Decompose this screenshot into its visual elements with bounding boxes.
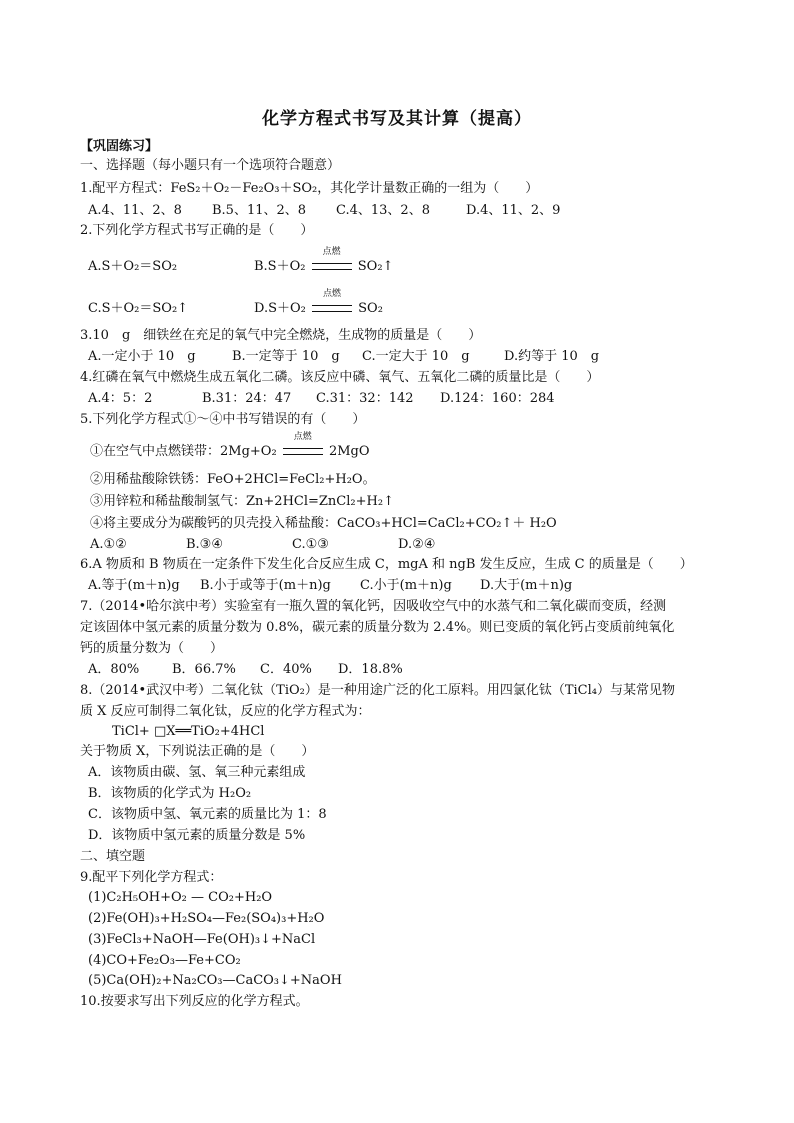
q1-option-b: B.5、11、2、8 bbox=[212, 203, 307, 218]
q7-option-c: C．40% bbox=[260, 662, 312, 677]
section-tag: 【巩固练习】 bbox=[80, 139, 159, 154]
q8-line-1: 8.（2014•武汉中考）二氧化钛（TiO₂）是一种用途广泛的化工原料。用四氯化钛（TiCl₄）与某常见物 bbox=[80, 683, 675, 698]
q5-i1-right: 2MgO bbox=[328, 444, 370, 459]
q7-option-d: D．18.8% bbox=[338, 662, 403, 677]
q1-option-a: A.4、11、2、8 bbox=[88, 203, 182, 218]
q8-line-2: 质 X 反应可制得二氧化钛，反应的化学方程式为： bbox=[80, 704, 371, 719]
q5-item-4: ④将主要成分为碳酸钙的贝壳投入稀盐酸：CaCO₃+HCl=CaCl₂+CO₂↑＋ H₂O bbox=[90, 516, 557, 531]
q2-option-d bbox=[254, 289, 383, 318]
q6-option-c: C.小于(m＋n)g bbox=[360, 578, 452, 593]
q5-option-b: B.③④ bbox=[186, 537, 223, 552]
q3-option-c: C.一定大于 10 g bbox=[362, 349, 470, 364]
q7-line-2: 定该固体中氢元素的质量分数为 0.8%，碳元素的质量分数为 2.4%。则已变质的氧化钙占变质前纯氧化 bbox=[80, 620, 675, 635]
q8-option-a: A．该物质由碳、氢、氧三种元素组成 bbox=[88, 765, 306, 780]
q5-option-c: C.①③ bbox=[292, 537, 329, 552]
q4-option-a: A.4：5：2 bbox=[88, 391, 153, 406]
q7-line-3: 钙的质量分数为（ ） bbox=[80, 641, 224, 656]
q2-d-right: SO₂ bbox=[358, 301, 383, 316]
condition-label: 点燃 bbox=[322, 247, 341, 257]
condition-label: 点燃 bbox=[293, 432, 312, 442]
q2-stem: 2.下列化学方程式书写正确的是（ ） bbox=[80, 223, 314, 238]
q7-option-a: A．80% bbox=[88, 662, 140, 677]
q2-b-left: B.S＋O₂ bbox=[254, 259, 306, 274]
q9-item-4: (4)CO+Fe₂O₃—Fe+CO₂ bbox=[88, 953, 241, 968]
q2-b-right: SO₂↑ bbox=[357, 259, 394, 274]
q5-stem: 5.下列化学方程式①～④中书写错误的有（ ） bbox=[80, 412, 366, 427]
q3-option-d: D.约等于 10 g bbox=[504, 349, 600, 364]
part2-heading: 二、填空题 bbox=[80, 849, 146, 864]
q9-item-2: (2)Fe(OH)₃+H₂SO₄—Fe₂(SO₄)₃+H₂O bbox=[88, 911, 325, 926]
q5-option-a: A.①② bbox=[90, 537, 127, 552]
q5-i1-left: ①在空气中点燃镁带：2Mg+O₂ bbox=[90, 444, 277, 459]
q5-option-d: D.②④ bbox=[398, 537, 436, 552]
q6-option-a: A.等于(m＋n)g bbox=[88, 578, 180, 593]
q3-stem: 3.10 g 细铁丝在充足的氧气中完全燃烧，生成物的质量是（ ） bbox=[80, 328, 482, 343]
q4-option-d: D.124：160：284 bbox=[440, 391, 555, 406]
q1-option-d: D.4、11、2、9 bbox=[466, 203, 561, 218]
condition-label: 点燃 bbox=[323, 289, 342, 299]
q8-option-b: B．该物质的化学式为 H₂O₂ bbox=[88, 786, 252, 801]
q9-item-3: (3)FeCl₃+NaOH—Fe(OH)₃↓+NaCl bbox=[88, 932, 316, 947]
q1-option-c: C.4、13、2、8 bbox=[336, 203, 430, 218]
q9-item-1: (1)C₂H₅OH+O₂ — CO₂+H₂O bbox=[88, 890, 273, 905]
q6-stem: 6.A 物质和 B 物质在一定条件下发生化合反应生成 C，mgA 和 ngB 发生反应，生成 C 的质量是（ ） bbox=[80, 557, 693, 572]
q1-stem: 1.配平方程式：FeS₂＋O₂－Fe₂O₃＋SO₂，其化学计量数正确的一组为（ ） bbox=[80, 181, 539, 196]
q8-question: 关于物质 X，下列说法正确的是（ ） bbox=[80, 744, 315, 759]
part1-heading: 一、选择题（每小题只有一个选项符合题意） bbox=[80, 158, 341, 173]
q5-item-3: ③用锌粒和稀盐酸制氢气：Zn+2HCl=ZnCl₂+H₂↑ bbox=[90, 494, 394, 509]
page-title: 化学方程式书写及其计算（提高） bbox=[262, 109, 532, 129]
q6-option-d: D.大于(m＋n)g bbox=[480, 578, 573, 593]
condition-ignite-mark bbox=[310, 247, 354, 276]
q3-option-a: A.一定小于 10 g bbox=[88, 349, 196, 364]
q6-option-b: B.小于或等于(m＋n)g bbox=[200, 578, 331, 593]
q7-line-1: 7.（2014•哈尔滨中考）实验室有一瓶久置的氧化钙，因吸收空气中的水蒸气和二氧化碳而变质，经测 bbox=[80, 599, 667, 614]
condition-ignite-mark bbox=[310, 289, 354, 318]
q2-option-c: C.S＋O₂＝SO₂↑ bbox=[88, 301, 189, 316]
q8-option-c: C．该物质中氢、氧元素的质量比为 1：8 bbox=[88, 807, 327, 822]
q2-option-a: A.S＋O₂＝SO₂ bbox=[88, 259, 178, 274]
q5-item-2: ②用稀盐酸除铁锈：FeO+2HCl=FeCl₂+H₂O。 bbox=[90, 472, 376, 487]
condition-ignite-mark bbox=[281, 432, 325, 461]
q9-item-5: (5)Ca(OH)₂+Na₂CO₃—CaCO₃↓+NaOH bbox=[88, 973, 342, 988]
double-bar bbox=[283, 448, 323, 455]
q10-stem: 10.按要求写出下列反应的化学方程式。 bbox=[80, 994, 309, 1009]
q5-item-1 bbox=[90, 432, 370, 461]
q4-stem: 4.红磷在氧气中燃烧生成五氧化二磷。该反应中磷、氧气、五氧化二磷的质量比是（ ） bbox=[80, 370, 600, 385]
q7-option-b: B．66.7% bbox=[172, 662, 236, 677]
q8-option-d: D．该物质中氢元素的质量分数是 5% bbox=[88, 828, 306, 843]
q4-option-c: C.31：32：142 bbox=[316, 391, 414, 406]
q4-option-b: B.31：24：47 bbox=[202, 391, 292, 406]
q3-option-b: B.一定等于 10 g bbox=[232, 349, 340, 364]
q8-equation: TiCl+ □X══TiO₂+4HCl bbox=[112, 724, 265, 739]
double-bar bbox=[312, 263, 352, 270]
q2-option-b bbox=[254, 247, 394, 276]
double-bar bbox=[312, 305, 352, 312]
q2-d-left: D.S＋O₂ bbox=[254, 301, 306, 316]
q9-stem: 9.配平下列化学方程式： bbox=[80, 870, 223, 885]
